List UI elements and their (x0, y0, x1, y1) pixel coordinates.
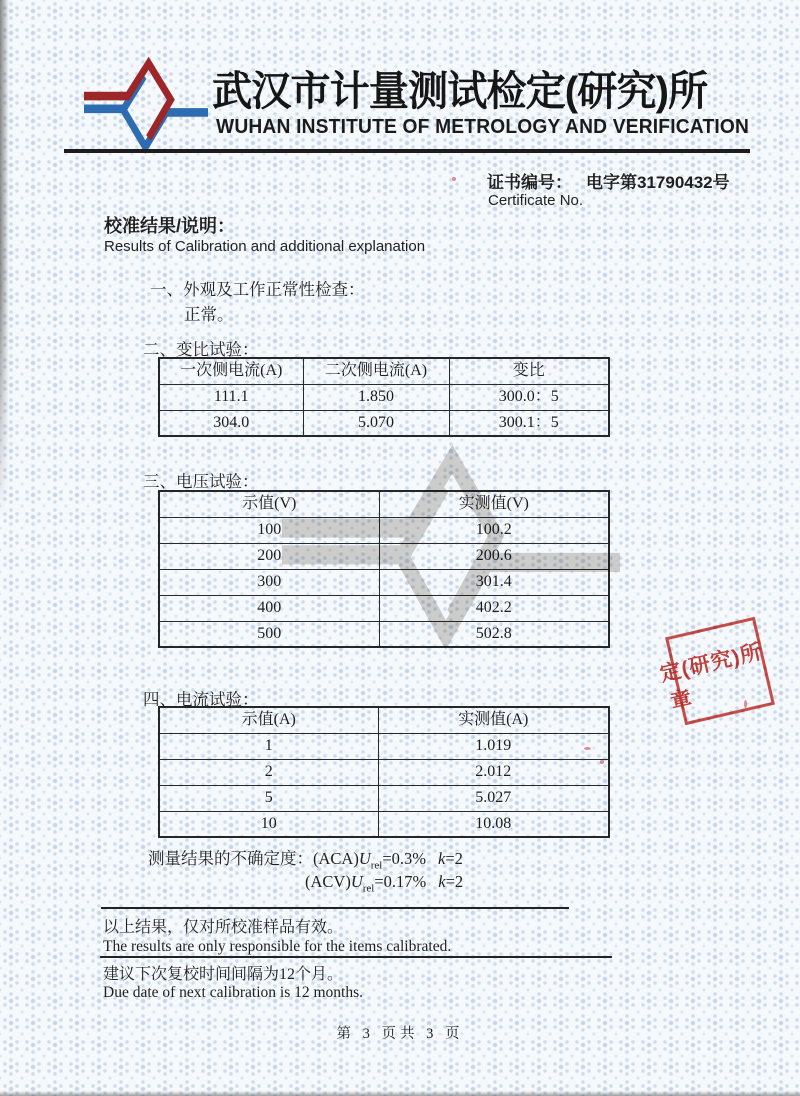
footer-note-cn-1: 以上结果，仅对所校准样品有效。 (103, 919, 344, 936)
column-header: 实测值(V) (379, 491, 609, 517)
uncertainty-quantity: (ACA) (313, 849, 359, 868)
ratio-test-table (158, 357, 610, 437)
cell: 1 (159, 733, 378, 759)
cell: 100.2 (379, 517, 609, 543)
scan-speck (600, 760, 604, 764)
current-test-table (158, 706, 610, 838)
column-header: 变比 (449, 358, 609, 384)
column-header: 实测值(A) (378, 707, 609, 733)
column-header: 示值(A) (159, 707, 378, 733)
uncertainty-subscript: rel (362, 882, 375, 895)
table-header-row (159, 707, 609, 733)
cell: 111.1 (159, 384, 303, 410)
section-appearance-heading: 一、外观及工作正常性检查： (150, 280, 365, 299)
table-row (159, 785, 609, 811)
cell: 5 (159, 785, 378, 811)
column-header: 示值(V) (159, 491, 379, 517)
cell: 1.850 (303, 384, 449, 410)
table-row (159, 517, 609, 543)
cell: 502.8 (379, 621, 609, 647)
section-appearance-result: 正常。 (184, 305, 234, 324)
certificate-number-value: 电字第31790432号 (586, 173, 730, 192)
scan-speck (584, 747, 591, 750)
scan-edge-left (0, 0, 9, 520)
scan-edge-bottom (0, 1091, 800, 1096)
cell: 500 (159, 621, 379, 647)
cell: 301.4 (379, 569, 609, 595)
uncertainty-symbol: U (358, 849, 371, 868)
table-row (159, 733, 609, 759)
footer-note-en-2: Due date of next calibration is 12 months. (103, 984, 363, 1001)
uncertainty-value: =0.3% (382, 849, 427, 868)
footer-note-en-1: The results are only responsible for the items calibrated. (103, 938, 452, 955)
certificate-number-label: 证书编号： (487, 173, 572, 192)
uncertainty-value: =0.17% (374, 872, 427, 891)
table-row (159, 621, 609, 647)
table-row (159, 384, 609, 410)
table-row (159, 595, 609, 621)
scan-speck (452, 177, 456, 181)
cell: 100 (159, 517, 379, 543)
cell: 200.6 (379, 543, 609, 569)
cell: 2 (159, 759, 378, 785)
cell: 2.012 (378, 759, 609, 785)
table-row (159, 410, 609, 436)
table-header-row (159, 491, 609, 517)
red-seal-stamp (652, 612, 800, 732)
cell: 10 (159, 811, 378, 837)
section-voltage-heading: 三、电压试验： (143, 472, 259, 491)
certificate-number-label-en: Certificate No. (488, 192, 584, 209)
table-header-row (159, 358, 609, 384)
uncertainty-subscript: rel (370, 859, 383, 872)
section-ratio-heading: 二、变比试验： (143, 340, 259, 359)
cell: 10.08 (378, 811, 609, 837)
uncertainty-line-2 (305, 872, 463, 894)
uncertainty-label: 测量结果的不确定度： (148, 849, 313, 868)
section-current-heading: 四、电流试验： (143, 690, 259, 709)
institute-logo-icon (84, 56, 208, 163)
coverage-factor-value: =2 (445, 849, 463, 868)
cell: 400 (159, 595, 379, 621)
footer-note-cn-2: 建议下次复校时间间隔为12个月。 (103, 966, 344, 983)
table-row (159, 759, 609, 785)
institute-title-cn: 武汉市计量测试检定(研究)所 (212, 68, 708, 114)
stamp-border (657, 617, 775, 725)
table-row (159, 543, 609, 569)
cell: 300 (159, 569, 379, 595)
coverage-factor-value: =2 (445, 872, 464, 891)
uncertainty-symbol: U (350, 872, 363, 891)
cell: 200 (159, 543, 379, 569)
results-heading-cn: 校准结果/说明： (104, 216, 236, 236)
footer-divider-top (101, 907, 569, 909)
stamp-text-line2: 章 (668, 687, 695, 715)
results-heading-en: Results of Calibration and additional explanation (104, 238, 426, 255)
cell: 300.1：5 (449, 410, 609, 436)
cell: 300.0：5 (449, 384, 609, 410)
uncertainty-line-1 (148, 845, 463, 871)
table-row (159, 811, 609, 837)
scan-speck (744, 700, 747, 708)
coverage-factor-symbol: k (438, 849, 446, 868)
certificate-number-line (487, 168, 730, 193)
cell: 5.027 (378, 785, 609, 811)
page-number: 第 3 页共 3 页 (336, 1026, 464, 1042)
coverage-factor-symbol: k (438, 872, 446, 891)
stamp-text-line1: 定(研究)所 (657, 640, 765, 687)
institute-title-en: WUHAN INSTITUTE OF METROLOGY AND VERIFICATION (216, 116, 750, 138)
voltage-test-table (158, 490, 610, 648)
column-header: 二次侧电流(A) (303, 358, 449, 384)
table-row (159, 569, 609, 595)
footer-divider-bottom (100, 956, 612, 958)
cell: 304.0 (159, 410, 303, 436)
cell: 5.070 (303, 410, 449, 436)
column-header: 一次侧电流(A) (159, 358, 303, 384)
cell: 1.019 (378, 733, 609, 759)
header-divider (64, 149, 750, 153)
uncertainty-quantity: (ACV) (305, 872, 351, 891)
cell: 402.2 (379, 595, 609, 621)
